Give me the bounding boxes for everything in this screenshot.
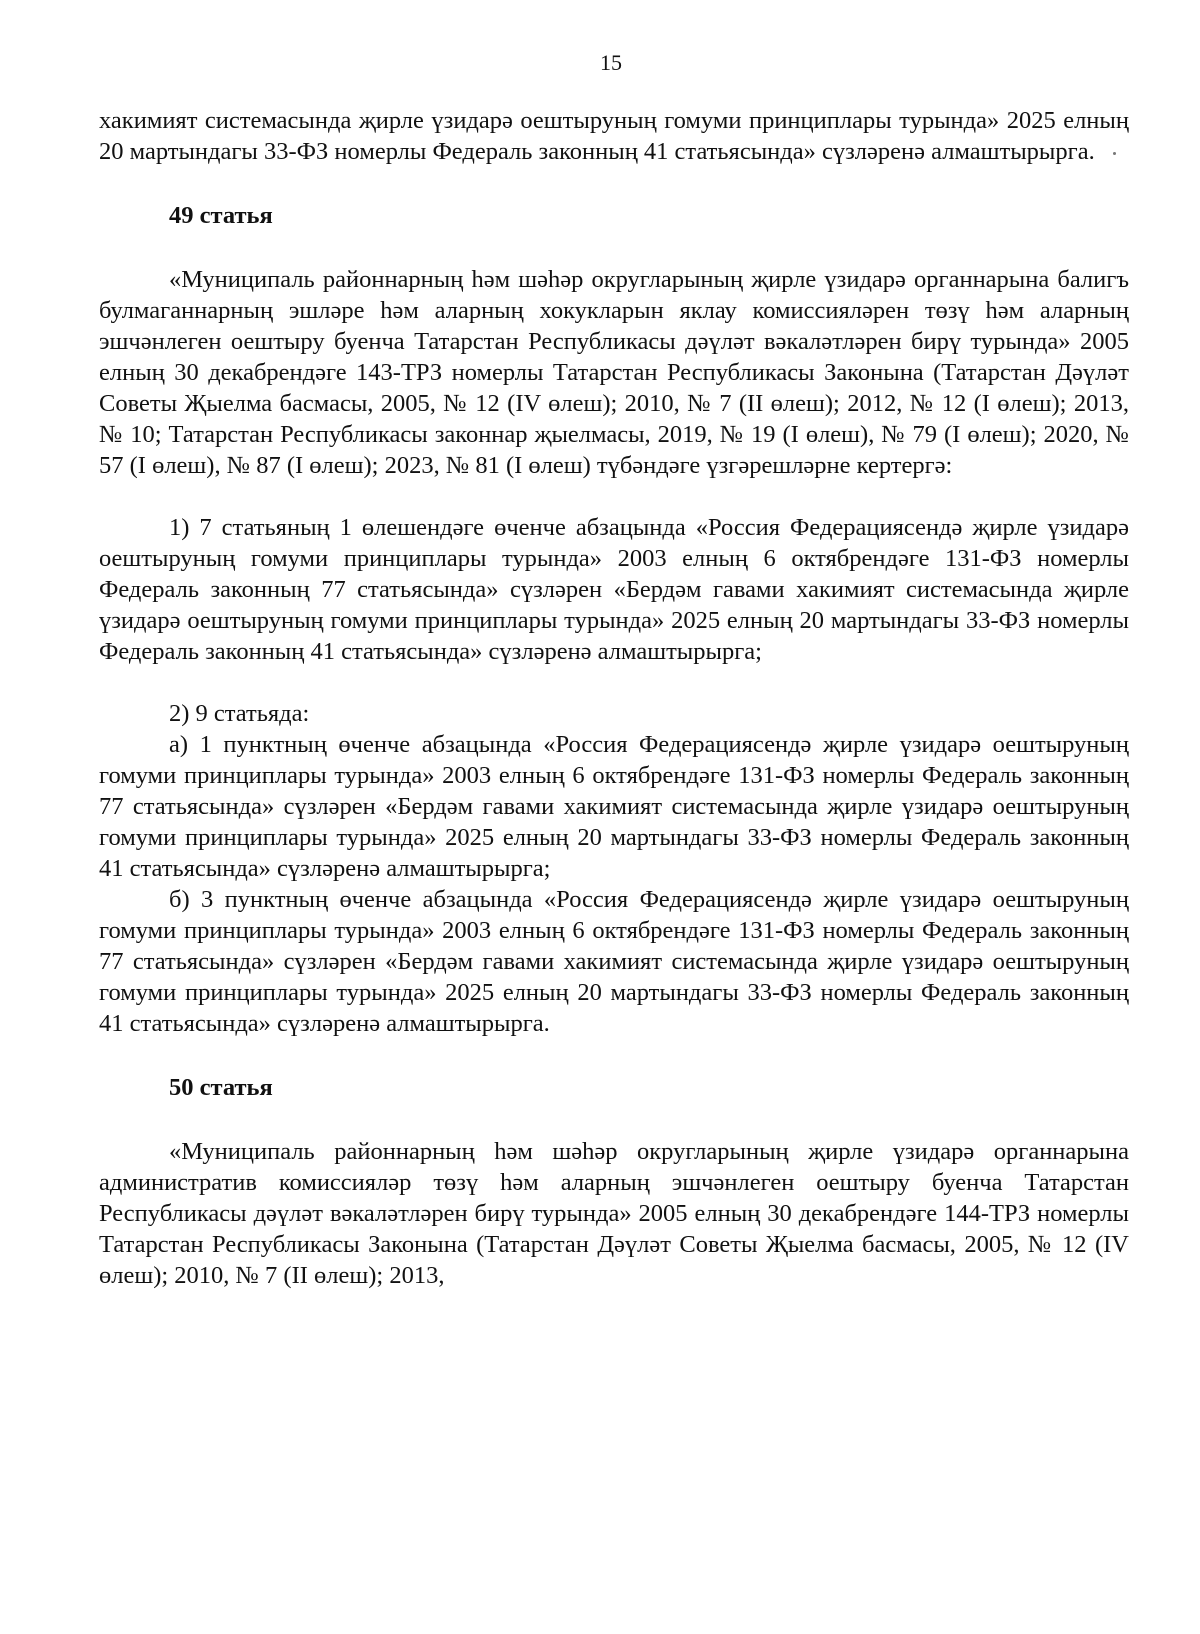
spacer bbox=[99, 481, 1129, 512]
spacer bbox=[99, 1103, 1129, 1136]
article-49-item-1: 1) 7 статьяның 1 өлешендәге өченче абзацында «Россия Федерациясендә җирле үзидарә оештыруның гомуми принциплары турында» 2003 елның 6 октябрендәге 131-ФЗ номерлы Федераль законның 77 статьясында» сүзләрен «Бердәм гавами хакимият системасында җирле үзидарә оештыруның гомуми принциплары турында» 2025 елның 20 мартындагы 33-ФЗ номерлы Федераль законның 41 статьясында» сүзләренә алмаштырырга; bbox=[99, 514, 1129, 665]
article-50-intro-paragraph: «Муниципаль районнарның һәм шәһәр округларының җирле үзидарә органнарына административ комиссияләр төзү һәм аларның эшчәнлеген оештыру буенча Татарстан Республикасы дәүләт вәкаләтләрен бирү турында» 2005 елның 30 декабрендәге 144-ТРЗ номерлы Татарстан Республикасы Законына (Татарстан Дәүләт Советы Җыелма басмасы, 2005, № 12 (IV өлеш); 2010, № 7 (II өлеш); 2013, bbox=[99, 1138, 1129, 1289]
article-49-item-2: 2) 9 статьяда: bbox=[169, 700, 310, 727]
spacer bbox=[99, 667, 1129, 698]
paragraph-continuation: хакимият системасында җирле үзидарә оештыруның гомуми принциплары турында» 2025 елның 20 мартындагы 33-ФЗ номерлы Федераль законның 41 статьясында» сүзләренә алмаштырырга. bbox=[99, 107, 1129, 165]
article-49-subitem-b: б) 3 пунктның өченче абзацында «Россия Федерациясендә җирле үзидарә оештыруның гомуми принциплары турында» 2003 елның 6 октябрендәге 131-ФЗ номерлы Федераль законның 77 статьясында» сүзләрен «Бердәм гавами хакимият системасында җирле үзидарә оештыруның гомуми принциплары турында» 2025 елның 20 мартындагы 33-ФЗ номерлы Федераль законның 41 статьясында» сүзләренә алмаштырырга. bbox=[99, 886, 1129, 1037]
article-49-intro-paragraph: «Муниципаль районнарның һәм шәһәр округларының җирле үзидарә органнарына балигъ булмаганнарның эшләре һәм аларның хокукларын яклау комиссияләрен төзү һәм аларның эшчәнлеген оештыру буенча Татарстан Республикасы дәүләт вәкаләтләрен бирү турында» 2005 елның 30 декабрендәге 143-ТРЗ номерлы Татарстан Республикасы Законына (Татарстан Дәүләт Советы Җыелма басмасы, 2005, № 12 (IV өлеш); 2010, № 7 (II өлеш); 2012, № 12 (I өлеш); 2013, № 10; Татарстан Республикасы законнар җыелмасы, 2019, № 19 (I өлеш), № 79 (I өлеш); 2020, № 57 (I өлеш), № 87 (I өлеш); 2023, № 81 (I өлеш) түбәндәге үзгәрешләрне кертергә: bbox=[99, 266, 1129, 479]
article-heading-49: 49 статья bbox=[169, 202, 273, 229]
page-number: 15 bbox=[600, 50, 622, 75]
article-heading-50: 50 статья bbox=[169, 1074, 273, 1101]
spacer bbox=[99, 1039, 1129, 1072]
spacer bbox=[99, 231, 1129, 264]
document-body bbox=[99, 105, 1129, 1291]
article-49-subitem-a: а) 1 пунктның өченче абзацында «Россия Федерациясендә җирле үзидарә оештыруның гомуми принциплары турында» 2003 елның 6 октябрендәге 131-ФЗ номерлы Федераль законның 77 статьясында» сүзләрен «Бердәм гавами хакимият системасында җирле үзидарә оештыруның гомуми принциплары турында» 2025 елның 20 мартындагы 33-ФЗ номерлы Федераль законның 41 статьясында» сүзләренә алмаштырырга; bbox=[99, 731, 1129, 882]
spacer bbox=[99, 167, 1129, 200]
